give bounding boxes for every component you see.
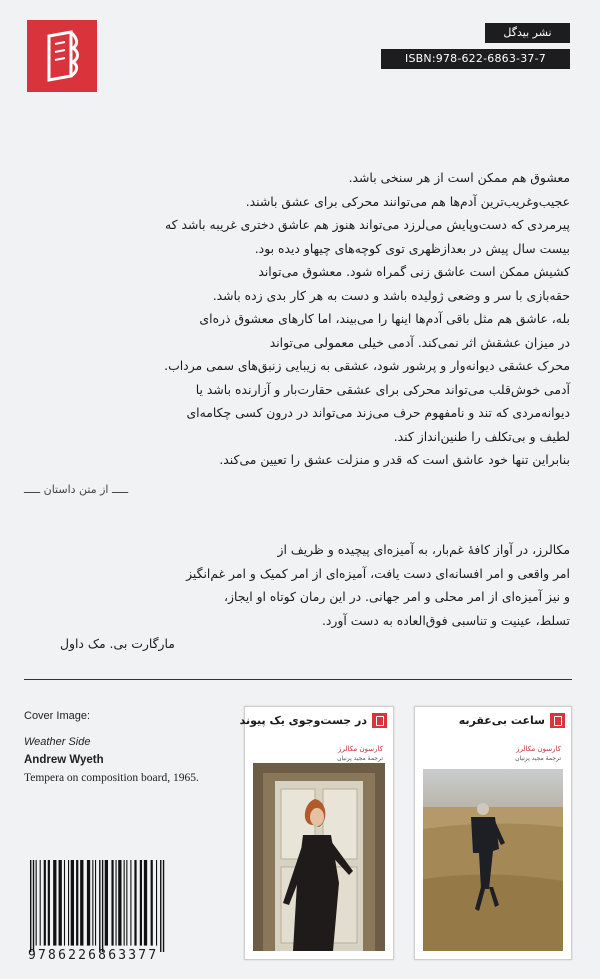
barcode-bar [124,860,125,946]
back-cover-blurb [24,166,570,472]
related-book-cover [239,706,394,960]
barcode-bar [80,860,83,946]
artwork-medium: Tempera on composition board, 1965. [24,772,199,784]
barcode-bar [156,860,157,946]
section-divider [24,679,572,680]
blurb-line: آدمی خوش‌قلب می‌تواند محرکی برای عشقی حقارت‌بار و آزارنده باشد یا [195,381,570,397]
barcode-bar [134,860,136,946]
cover-painting-door-woman [253,763,385,951]
barcode-bar [36,860,37,946]
excerpt-credit: ـــــ از متن داستان ـــــ [24,483,129,496]
barcode-bar [102,860,103,952]
barcode-bar [68,860,69,946]
quote-line: تسلط، عینیت و تناسبی فوق‌العاده به دست آورد. [321,612,570,628]
blurb-line: لطیف و بی‌تکلف را طنین‌انداز کند. [393,428,570,444]
barcode-bar [30,860,31,952]
barcode-bar [151,860,153,946]
barcode-bar [140,860,142,946]
blurb-line: حقه‌بازی با سر و وضعی ژولیده باشد و دست به هر کار بدی زده باشد. [212,287,570,303]
barcode-bar [76,860,78,946]
quote-attribution: مارگارت بی. مک داول [60,636,175,651]
blurb-line: بنابراین تنها خود عاشق است که قدر و منزلت عشق را تعیین می‌کند. [219,452,570,467]
barcode-bar [160,860,161,952]
barcode-bar [48,860,50,946]
barcode-number: 9786226863377 [28,948,159,963]
barcode-bar [130,860,131,946]
publisher-mark-icon [550,713,565,728]
publisher-name-label: نشر بیدگل [485,23,570,43]
cover-painting-field-man [423,769,563,951]
cover-image-label: Cover Image: [24,710,91,722]
blurb-line: پیرمردی که دست‌وپایش می‌لرزد می‌تواند هنوز هم عاشق دختری غریبه باشد که [165,217,570,232]
barcode-bar [118,860,121,946]
barcode-bar [111,860,113,946]
blurb-line: بله، عاشق هم مثل باقی آدم‌ها اینها را می‌بیند، اما کارهای معشوق ذره‌ای [199,311,570,326]
artist-name: Andrew Wyeth [24,754,104,766]
barcode-bar [44,860,46,946]
barcode-bar [126,860,127,946]
barcode-bar [64,860,65,946]
quote-line: امر واقعی و امر افسانه‌ای دست یافت، آمیزه‌ای از امر کمیک و امر غم‌انگیز [186,565,570,581]
barcode-bar [95,860,96,946]
book-logo-icon [27,20,97,92]
barcode [28,860,224,952]
publisher-logo [27,20,97,92]
barcode-bar [59,860,62,946]
barcode-bar [87,860,90,946]
book-title: ساعت بی‌عقربه [458,714,545,727]
blurb-line: دیوانه‌مردی که تند و نامفهوم حرف می‌زند می‌تواند در درون کسی چکامه‌ای [186,405,570,420]
book-title: در جست‌وجوی یک پیوند [239,714,367,727]
barcode-bar [33,860,34,952]
related-book-cover [414,706,572,960]
quote-line: مکالرز، در آواز کافهٔ غم‌بار، به آمیزه‌ای پیچیده و ظریف از [277,542,570,557]
blurb-line: کشیش ممکن است عاشق زنی گمراه شود. معشوق می‌تواند [258,264,570,279]
cover-image-credit [24,707,234,787]
blurb-line: در میزان عشقش اثر نمی‌کند. آدمی خیلی معمولی می‌تواند [269,334,570,350]
isbn-label: ISBN:978-622-6863-37-7 [381,49,570,69]
artwork-title: Weather Side [24,736,91,748]
barcode-bar [71,860,74,946]
book-author: کارسون مکالرز [516,745,561,753]
quote-line: و نیز آمیزه‌ای از امر محلی و امر جهانی. در این رمان کوتاه او ایجاز، [223,589,570,604]
barcode-bar [99,860,100,952]
barcode-bar [92,860,93,946]
barcode-bar [144,860,147,946]
blurb-line: بیست سال پیش در بعدازظهری توی کوچه‌های چیهاو دیده بود. [254,240,570,256]
book-translator: ترجمهٔ مجید پرنیان [337,755,383,762]
barcode-bar [163,860,164,952]
barcode-bar [40,860,41,946]
barcode-bar [53,860,56,946]
blurb-line: عجیب‌وغریب‌ترین آدم‌ها هم می‌توانند محرکی برای عشق باشند. [245,193,570,209]
publisher-mark-icon [372,713,387,728]
book-translator: ترجمهٔ مجید پرنیان [515,755,561,762]
blurb-line: معشوق هم ممکن است از هر سنخی باشد. [348,170,570,185]
barcode-bar [116,860,117,946]
barcode-bar [105,860,108,946]
book-author: کارسون مکالرز [338,745,383,753]
blurb-line: محرک عشقی دیوانه‌وار و پرشور شود، عشقی به زیبایی زنبق‌های سمی مرداب. [164,358,570,373]
critic-quote [30,538,570,656]
